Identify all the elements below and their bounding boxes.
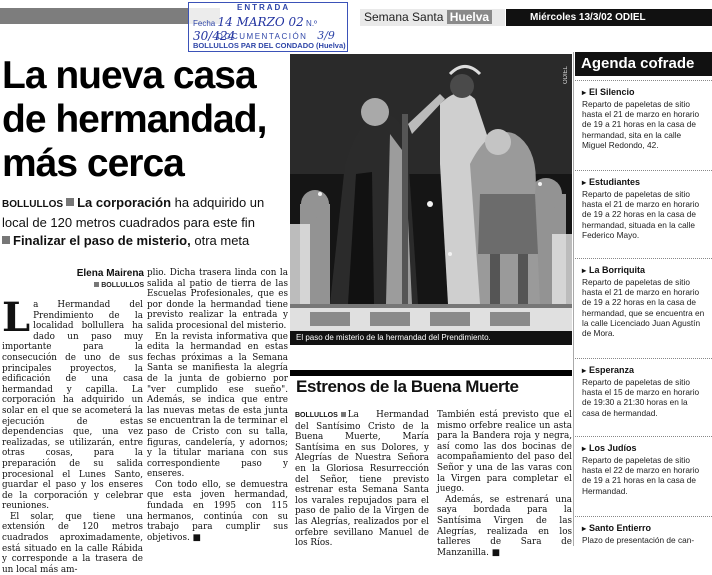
- agenda-item: [575, 516, 712, 545]
- agenda-item-name: ▸ El Silencio: [582, 87, 712, 97]
- agenda-item-text: Reparto de papeletas de sitio hasta el 21 de marzo en horario de 19 a 21 horas en la casa de hermandad, sita en la calle Miguel Redondo, 42.: [582, 99, 700, 150]
- agenda-item-text: Reparto de papeletas de sitio hasta el 21 de marzo en horario de 19 a 22 horas en la casa de hermandad, que se encuentra en la calle Licenciado Juan Agustín de Mora.: [582, 277, 705, 339]
- paragraph: [2, 294, 143, 512]
- agenda-item-text: Reparto de papeletas de sitio hasta el 15 de marzo en horario de 19:30 a 21:30 horas en la casa de hermandad.: [582, 377, 700, 418]
- stamp-number-value: 30/424: [193, 29, 236, 43]
- page-number: 13: [612, 27, 626, 41]
- photo-caption: El paso de misterio de la hermandad del Prendimiento.: [290, 331, 572, 345]
- agenda-item-name: ▸ La Borriquita: [582, 265, 712, 275]
- agenda-item-name: ▸ Los Judíos: [582, 443, 712, 453]
- stamp-doc-value: 3/9: [317, 29, 335, 42]
- deck-bold-1: La corporación: [77, 195, 172, 210]
- agenda-item-text: Reparto de papeletas de sitio hasta el 21 de marzo en horario de 19 a 22 horas en la casa de hermandad, situada en la calle Federico Mayo.: [582, 189, 700, 240]
- stamp-entry-label: ENTRADA: [237, 3, 291, 12]
- sub-article-header: [290, 370, 572, 398]
- agenda-item-text: Reparto de papeletas de sitio hasta el 22 de marzo en horario de 19 a 21 horas en la casa de Hermandad.: [582, 455, 700, 496]
- paragraph: En la revista informativa que edita la hermandad en estas fechas próximas a la Semana Santa se manifiesta la alegría de la junta de gobierno por "ver cumplido ese sueño". Además, se indica que entre las nuevas metas de esta junta se encuentran la de terminar el paso de Cristo con su talla, figuras, candelería, y adornos; y la titular mariana con sus correspondiente paso y enseres.: [147, 331, 288, 480]
- agenda-item-name: ▸ Estudiantes: [582, 177, 712, 187]
- square-bullet-icon: [2, 236, 10, 244]
- stamp-date-value: 14 MARZO 02: [217, 15, 304, 29]
- paragraph: El solar, que tiene una extensión de 120 metros cuadrados aproximadamente, está situado en la calle Rábida y corresponde a la trasera de un local más am-: [2, 511, 143, 575]
- paragraph-text: a Hermandad del Prendimiento de la localidad bollullera ha dado un paso muy importante para la consecución de uno de sus principales proyectos, la edificación de una casa hermandad y capilla. La corporación ha adquirido un solar en el que se acometerá la ejecución de estas dependencias que, una vez realizadas, se utilizarán, entre otras cosas, para la preparación de su salida procesional el Lunes Santo, guardar el paso y los enseres de la corporación y celebrar reuniones.: [2, 300, 143, 512]
- issue-date: Miércoles 13/3/02: [530, 12, 613, 23]
- paragraph: Con todo ello, se demuestra que esta joven hermandad, fundada en 1995 con 115 hermanos, continúa con su trabajo para cumplir sus objetivos. ■: [147, 479, 288, 543]
- agenda-item: [575, 80, 712, 150]
- archive-stamp: [188, 2, 348, 52]
- stamp-doc-label: DOCUMENTACIÓN: [217, 32, 308, 41]
- sub-article-column-2: [437, 410, 572, 558]
- agenda-item: [575, 436, 712, 496]
- article-column-1: [2, 294, 143, 575]
- square-bullet-icon: [66, 198, 74, 206]
- agenda-item-name: ▸ Esperanza: [582, 365, 712, 375]
- paragraph: Además, se estrenará una saya bordada para la Santísima Virgen de las Alegrías, realizada en los talleres de Sara de Manzanilla. ■: [437, 494, 572, 558]
- author-place-text: BOLLULLOS: [101, 282, 144, 289]
- agenda-item: [575, 258, 712, 338]
- photo-credit: ODIEL: [563, 66, 569, 85]
- procession-photo-drawing: [290, 54, 572, 331]
- deck-text-2: otra meta: [190, 233, 250, 248]
- deck-bold-2: Finalizar el paso de misterio,: [13, 233, 191, 248]
- date-block: [506, 9, 712, 41]
- agenda-title: Agenda cofrade: [575, 52, 712, 76]
- agenda-item-name: ▸ Santo Entierro: [582, 523, 712, 533]
- stamp-date-label: Fecha: [193, 19, 216, 28]
- paragraph: [295, 410, 429, 549]
- header-decor-bar: [0, 8, 220, 24]
- author-name: Elena Mairena: [76, 268, 144, 279]
- paragraph: También está previsto que el mismo orfebre realice un asta para la Bandera roja y negra, así como las dos bocinas de acompañamiento del paso del Señor y una de las varas con la Virgen para completar el juego.: [437, 410, 572, 495]
- paragraph: plio. Dicha trasera linda con la salida al patio de tierra de las Escuelas Profesionales, que es por donde la hermandad tiene previsto realizar la entrada y salida procesional del misterio.: [147, 268, 288, 331]
- article-column-2: [147, 268, 288, 543]
- section-region: Huelva: [447, 10, 492, 24]
- section-label: [360, 9, 505, 26]
- deck-place: BOLLULLOS: [2, 199, 64, 210]
- author-place: [72, 282, 144, 289]
- agenda-item: [575, 358, 712, 418]
- section-name: Semana Santa: [364, 10, 444, 24]
- stamp-number-label: N.º: [306, 19, 317, 28]
- agenda-sidebar: [575, 52, 712, 546]
- sub-article-column-1: [295, 410, 429, 549]
- sub-article-place: BOLLULLOS: [295, 412, 348, 419]
- article-deck: [2, 194, 288, 250]
- deck-text-1: ha adquirido un local de 120 metros cuadrados para este fin: [2, 195, 265, 230]
- procession-photo: [290, 54, 572, 331]
- sub-article-headline: Estrenos de la Buena Muerte: [296, 377, 519, 396]
- article-headline: La nueva casa de hermandad, más cerca: [2, 54, 267, 185]
- agenda-item: [575, 170, 712, 240]
- stamp-org: BOLLULLOS PAR DEL CONDADO (Huelva): [193, 41, 346, 50]
- publication-name: ODIEL INFORMACIÓN: [530, 12, 646, 41]
- column-divider: [573, 52, 574, 546]
- paragraph-text: La Hermandad del Santísimo Cristo de la Buena Muerte, María Santísima en sus Dolores, y Alegrías de Nuestra Señora en la Gloriosa Resurrección del Señor, tiene previsto estrenar esta Semana Santa los varales repujados para el paso de palio de la Virgen de las Alegrías, realizados por el orfebre sevillano Manuel de los Ríos.: [295, 410, 429, 549]
- agenda-item-text: Plazo de presentación de can-: [582, 535, 695, 545]
- drop-cap: L: [2, 294, 31, 341]
